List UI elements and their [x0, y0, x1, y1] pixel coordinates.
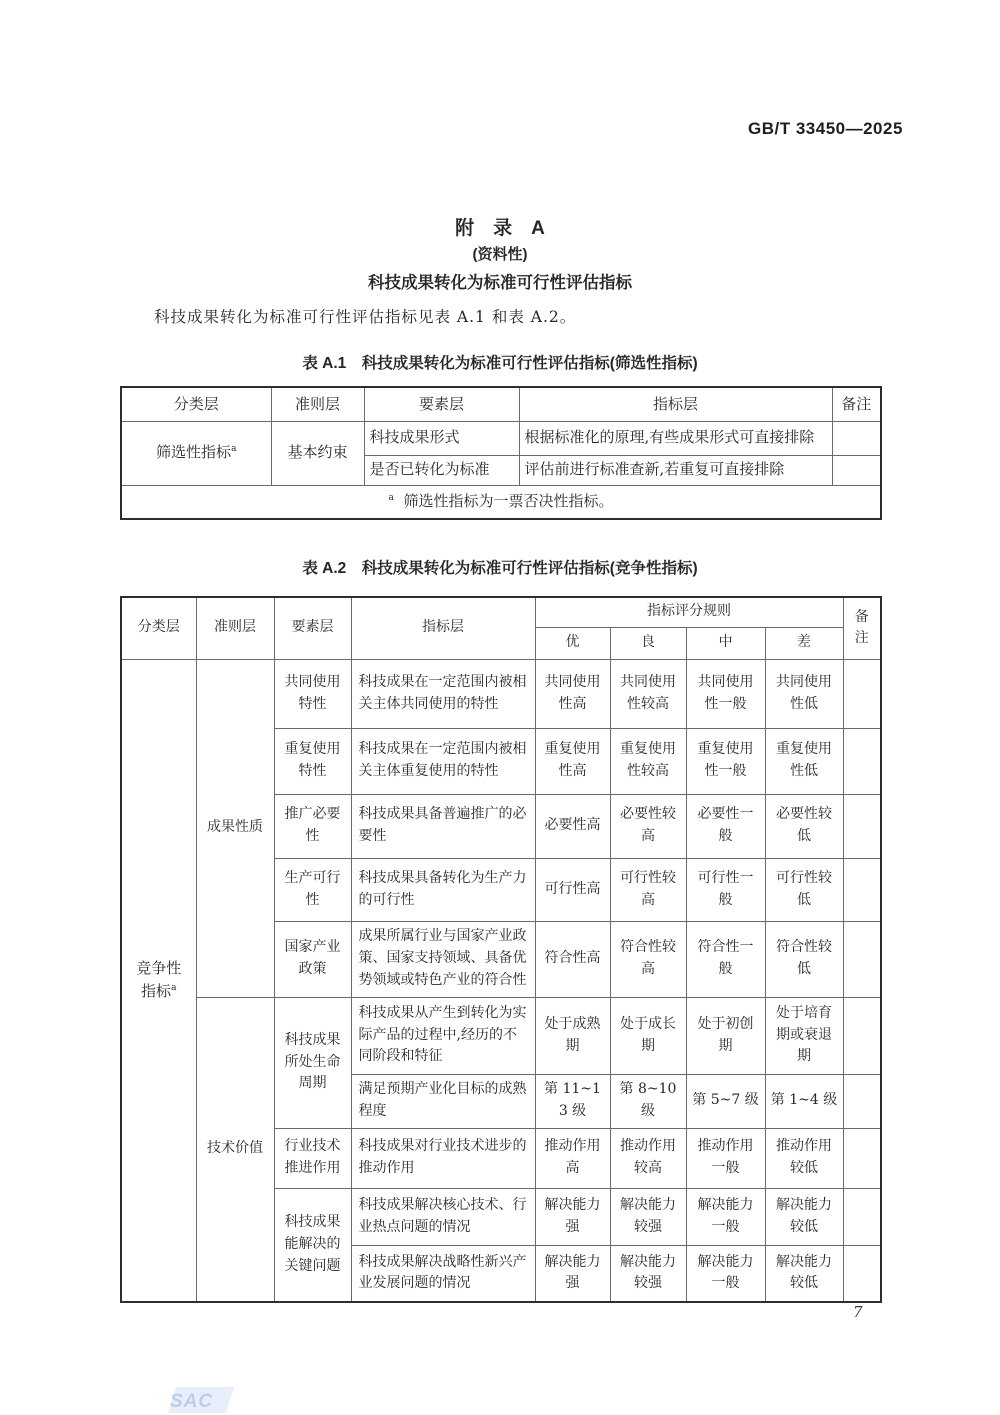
a2-header-excellent: 优: [535, 627, 610, 659]
a2-header-element: 要素层: [274, 597, 351, 659]
a2-score-excellent: 解决能力强: [535, 1188, 610, 1245]
table-a2-caption: 表 A.2 科技成果转化为标准可行性评估指标(竞争性指标): [302, 560, 698, 577]
a2-header-poor: 差: [765, 627, 843, 659]
footnote-marker: a: [231, 444, 237, 455]
appendix-label: 附 录 A: [455, 218, 545, 239]
a1-element-cell: 是否已转化为标准: [364, 455, 519, 485]
a2-indicator-cell: 科技成果解决核心技术、行业热点问题的情况: [351, 1188, 535, 1245]
a2-header-remark: 备注: [843, 597, 881, 659]
a2-score-poor: 重复使用性低: [765, 728, 843, 794]
a1-header-criterion: 准则层: [271, 387, 364, 421]
a2-score-medium: 第 5~7 级: [686, 1074, 765, 1128]
a2-score-good: 解决能力较强: [610, 1245, 686, 1302]
a2-score-good: 解决能力较强: [610, 1188, 686, 1245]
a2-score-poor: 推动作用较低: [765, 1128, 843, 1188]
a2-remark-cell: [843, 1128, 881, 1188]
a2-score-excellent: 必要性高: [535, 794, 610, 858]
a1-indicator-cell: 根据标准化的原理,有些成果形式可直接排除: [519, 421, 832, 455]
a2-score-good: 符合性较高: [610, 921, 686, 997]
a2-remark-cell: [843, 1074, 881, 1128]
a1-criterion-cell: 基本约束: [271, 421, 364, 485]
footnote-marker: a: [388, 493, 394, 504]
a2-header-indicator: 指标层: [351, 597, 535, 659]
a2-score-good: 重复使用性较高: [610, 728, 686, 794]
appendix-type-label: (资料性): [472, 246, 528, 263]
a2-score-good: 必要性较高: [610, 794, 686, 858]
a2-score-medium: 解决能力一般: [686, 1188, 765, 1245]
a2-indicator-cell: 科技成果从产生到转化为实际产品的过程中,经历的不同阶段和特征: [351, 997, 535, 1074]
a2-element-cell: 行业技术推进作用: [274, 1128, 351, 1188]
a2-remark-cell: [843, 1245, 881, 1302]
a2-score-poor: 处于培育期或衰退期: [765, 997, 843, 1074]
page-number: 7: [853, 1303, 863, 1321]
a2-indicator-cell: 成果所属行业与国家产业政策、国家支持领域、具备优势领域或特色产业的符合性: [351, 921, 535, 997]
a2-score-medium: 重复使用性一般: [686, 728, 765, 794]
a2-header-medium: 中: [686, 627, 765, 659]
a1-header-remark: 备注: [832, 387, 881, 421]
a2-element-cell: 生产可行性: [274, 858, 351, 921]
a2-score-excellent: 推动作用高: [535, 1128, 610, 1188]
a2-score-poor: 符合性较低: [765, 921, 843, 997]
intro-paragraph: 科技成果转化为标准可行性评估指标见表 A.1 和表 A.2。: [154, 308, 577, 326]
a1-header-classification: 分类层: [121, 387, 271, 421]
a2-element-cell: 重复使用特性: [274, 728, 351, 794]
a2-score-good: 第 8~10 级: [610, 1074, 686, 1128]
a2-score-medium: 解决能力一般: [686, 1245, 765, 1302]
a2-indicator-cell: 科技成果在一定范围内被相关主体重复使用的特性: [351, 728, 535, 794]
a1-indicator-cell: 评估前进行标准查新,若重复可直接排除: [519, 455, 832, 485]
a2-criterion-cell: 技术价值: [196, 997, 274, 1302]
a2-remark-cell: [843, 728, 881, 794]
a2-score-excellent: 可行性高: [535, 858, 610, 921]
a2-remark-cell: [843, 659, 881, 728]
a1-element-cell: 科技成果形式: [364, 421, 519, 455]
a2-score-excellent: 第 11~13 级: [535, 1074, 610, 1128]
a2-score-excellent: 重复使用性高: [535, 728, 610, 794]
a2-element-cell: 科技成果能解决的关键问题: [274, 1188, 351, 1302]
a2-element-cell: 国家产业政策: [274, 921, 351, 997]
a2-element-cell: 共同使用特性: [274, 659, 351, 728]
table-a1-caption: 表 A.1 科技成果转化为标准可行性评估指标(筛选性指标): [302, 355, 698, 372]
a2-score-excellent: 共同使用性高: [535, 659, 610, 728]
footnote-marker: a: [171, 983, 177, 994]
table-a2: [120, 596, 882, 1303]
a2-score-medium: 共同使用性一般: [686, 659, 765, 728]
a2-score-medium: 处于初创期: [686, 997, 765, 1074]
a2-score-excellent: 符合性高: [535, 921, 610, 997]
standard-number: GB/T 33450—2025: [748, 119, 903, 138]
a2-element-cell: 推广必要性: [274, 794, 351, 858]
a1-footnote: $^a$ 筛选性指标为一票否决性指标。: [121, 485, 881, 519]
a2-remark-cell: [843, 858, 881, 921]
a1-classification-cell: 筛选性指标$^a$: [121, 421, 271, 485]
a2-indicator-cell: 科技成果解决战略性新兴产业发展问题的情况: [351, 1245, 535, 1302]
sac-watermark: [164, 1385, 240, 1415]
a2-score-excellent: 处于成熟期: [535, 997, 610, 1074]
a2-score-poor: 可行性较低: [765, 858, 843, 921]
a2-criterion-cell: 成果性质: [196, 659, 274, 997]
a2-remark-cell: [843, 997, 881, 1074]
a2-score-excellent: 解决能力强: [535, 1245, 610, 1302]
a2-header-good: 良: [610, 627, 686, 659]
a2-indicator-cell: 科技成果具备普遍推广的必要性: [351, 794, 535, 858]
a2-score-medium: 推动作用一般: [686, 1128, 765, 1188]
a2-classification-cell: 竞争性指标$^a$: [121, 659, 196, 1302]
a1-remark-cell: [832, 455, 881, 485]
a2-score-poor: 必要性较低: [765, 794, 843, 858]
a2-remark-cell: [843, 921, 881, 997]
appendix-title: 科技成果转化为标准可行性评估指标: [368, 274, 632, 292]
a2-score-poor: 第 1~4 级: [765, 1074, 843, 1128]
a1-header-element: 要素层: [364, 387, 519, 421]
a2-score-medium: 可行性一般: [686, 858, 765, 921]
a2-element-cell: 科技成果所处生命周期: [274, 997, 351, 1128]
a2-score-good: 处于成长期: [610, 997, 686, 1074]
a1-remark-cell: [832, 421, 881, 455]
a2-remark-cell: [843, 1188, 881, 1245]
a2-score-good: 可行性较高: [610, 858, 686, 921]
a2-indicator-cell: 科技成果对行业技术进步的推动作用: [351, 1128, 535, 1188]
a2-score-good: 共同使用性较高: [610, 659, 686, 728]
a1-header-indicator: 指标层: [519, 387, 832, 421]
sac-watermark-text: SAC: [170, 1391, 214, 1412]
a2-score-good: 推动作用较高: [610, 1128, 686, 1188]
a2-score-poor: 共同使用性低: [765, 659, 843, 728]
a2-score-poor: 解决能力较低: [765, 1188, 843, 1245]
a2-header-criterion: 准则层: [196, 597, 274, 659]
a2-header-score-group: 指标评分规则: [535, 597, 843, 627]
a2-indicator-cell: 满足预期产业化目标的成熟程度: [351, 1074, 535, 1128]
a2-score-medium: 必要性一般: [686, 794, 765, 858]
a2-score-poor: 解决能力较低: [765, 1245, 843, 1302]
a2-indicator-cell: 科技成果具备转化为生产力的可行性: [351, 858, 535, 921]
a2-indicator-cell: 科技成果在一定范围内被相关主体共同使用的特性: [351, 659, 535, 728]
a2-score-medium: 符合性一般: [686, 921, 765, 997]
a2-remark-cell: [843, 794, 881, 858]
table-a1: [120, 386, 882, 520]
a2-header-classification: 分类层: [121, 597, 196, 659]
